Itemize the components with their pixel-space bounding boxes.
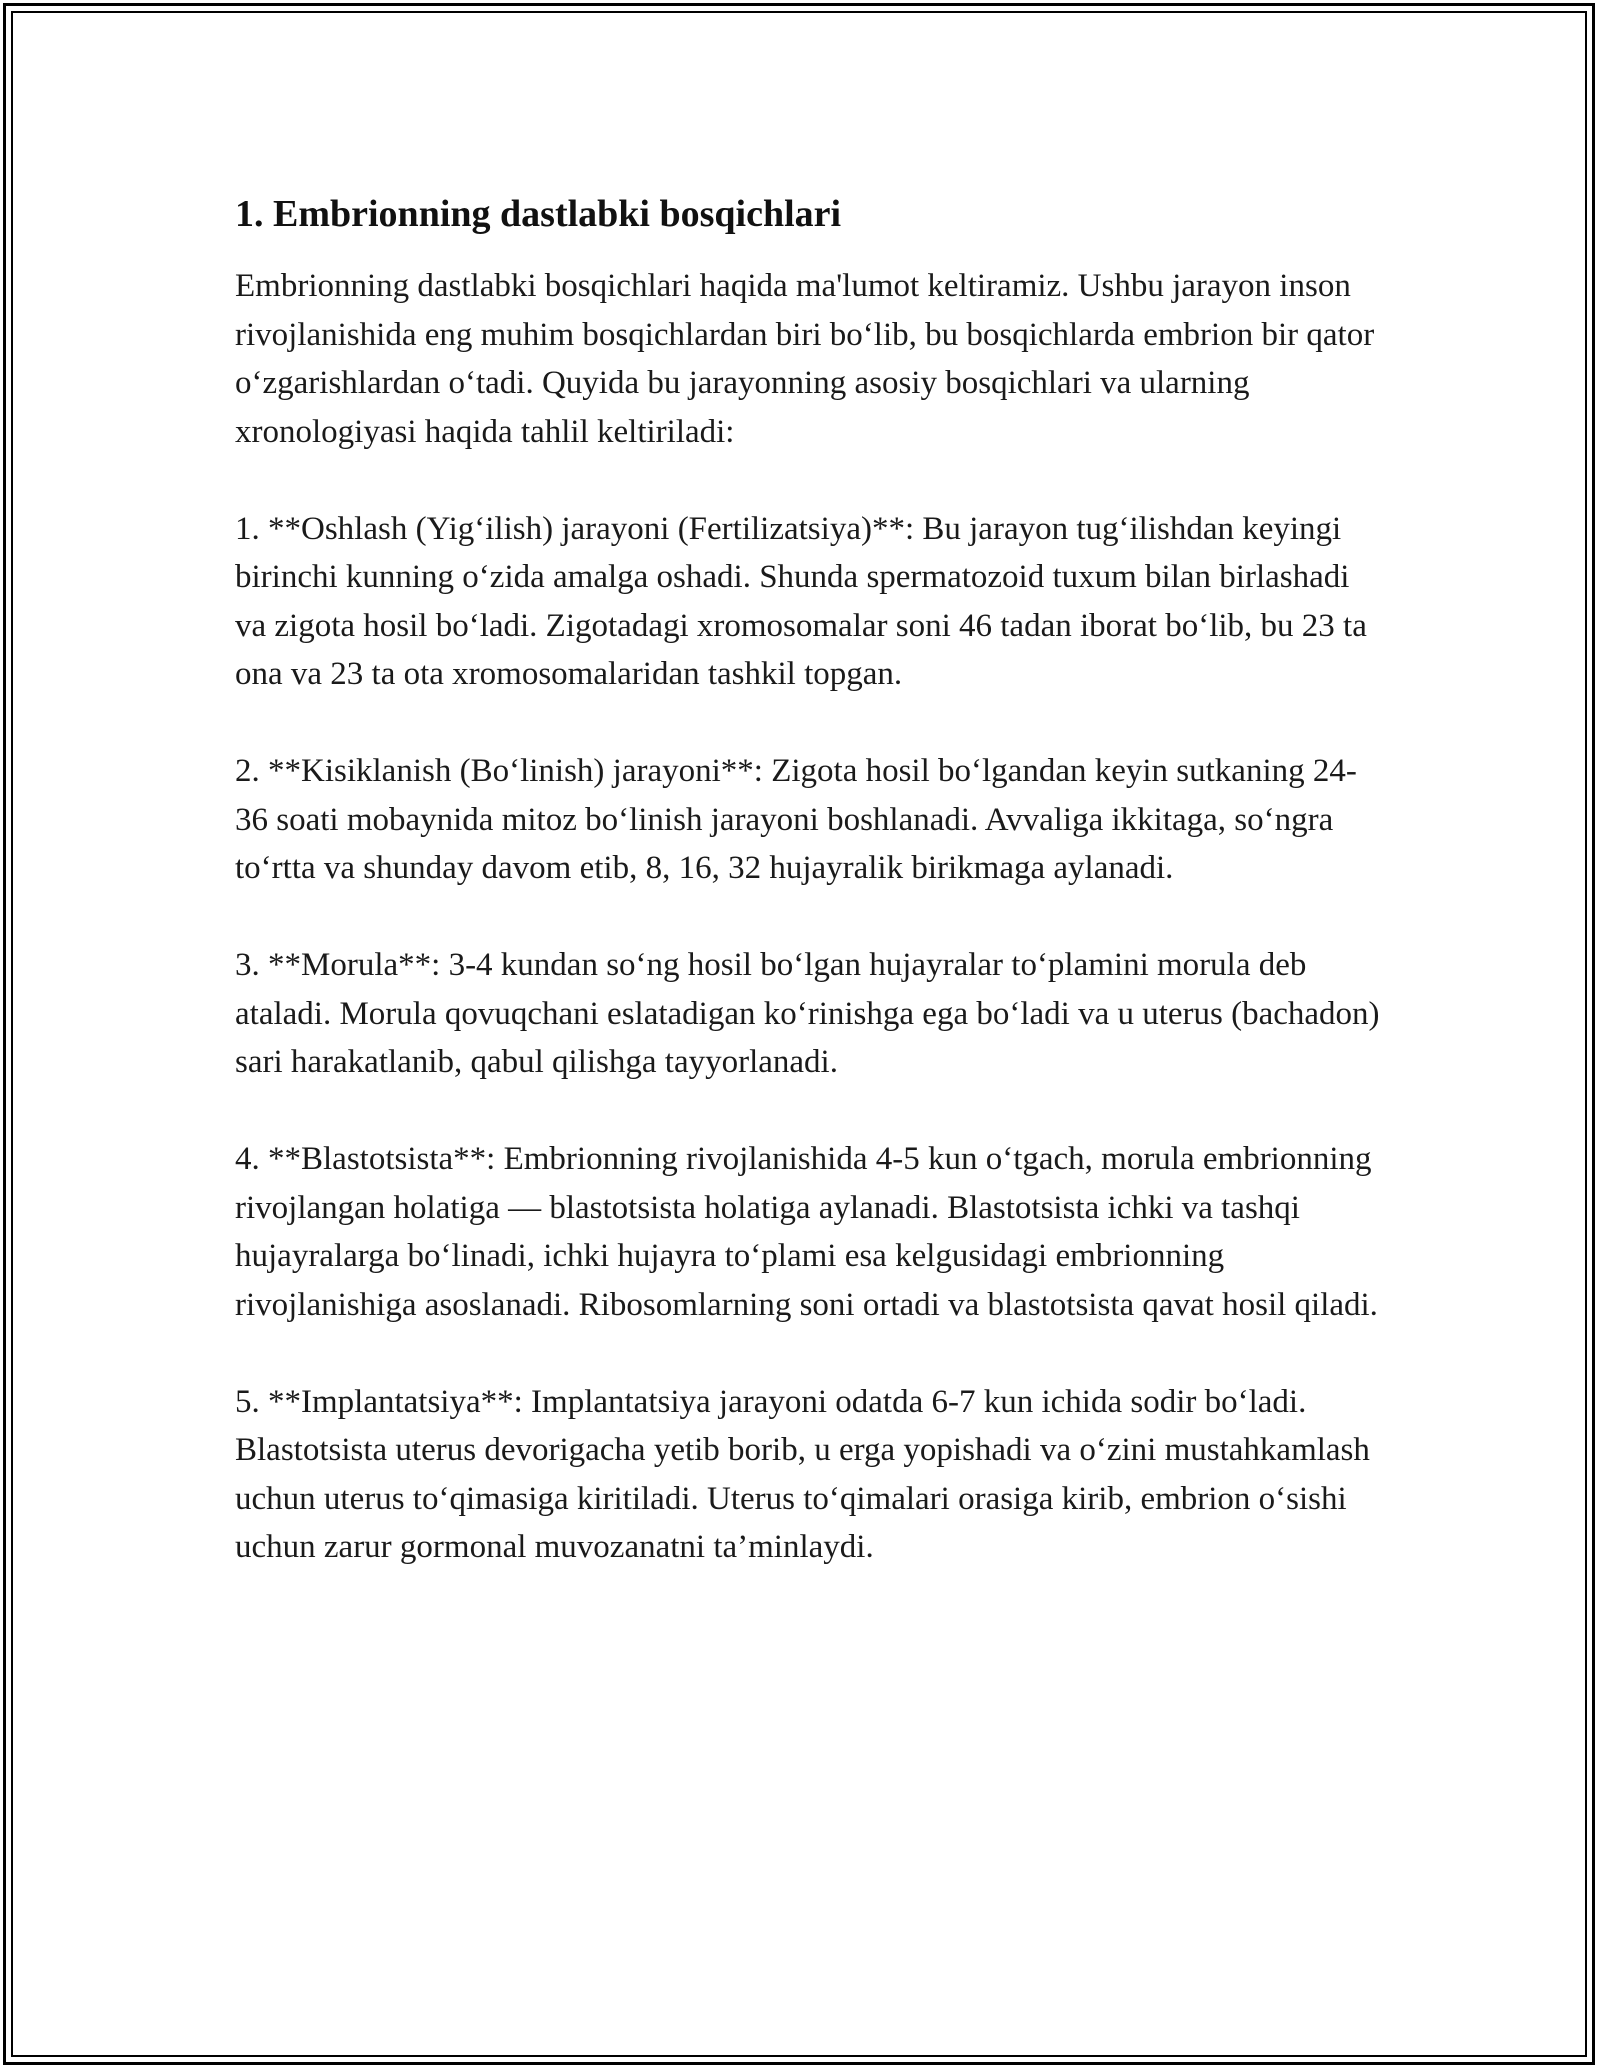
stage-paragraph-fertilization: 1. **Oshlash (Yig‘ilish) jarayoni (Fertilizatsiya)**: Bu jarayon tug‘ilishdan keyingi birinchi kunning o‘zida amalga oshadi. Shunda spermatozoid tuxum bilan birlashadi va zigota hosil bo‘ladi. Zigotadagi xromosomalar soni 46 tadan iborat bo‘lib, bu 23 ta ona va 23 ta ota xromosomalaridan tashkil topgan.: [235, 510, 1367, 692]
section-heading: 1. Embrionning dastlabki bosqichlari: [235, 193, 842, 235]
stage-paragraph-cleavage: 2. **Kisiklanish (Bo‘linish) jarayoni**: Zigota hosil bo‘lgandan keyin sutkaning 24-36 soati mobaynida mitoz bo‘linish jarayoni boshlanadi. Avvaliga ikkitaga, so‘ngra to‘rtta va shunday davom etib, 8, 16, 32 hujayralik birikmaga aylanadi.: [235, 753, 1357, 886]
intro-paragraph: Embrionning dastlabki bosqichlari haqida ma'lumot keltiramiz. Ushbu jarayon inson rivojlanishida eng muhim bosqichlardan biri bo‘lib, bu bosqichlarda embrion bir qator o‘zgarishlardan o‘tadi. Quyida bu jarayonning asosiy bosqichlari va ularning xronologiyasi haqida tahlil keltiriladi:: [235, 268, 1375, 450]
stage-paragraph-implantation: 5. **Implantatsiya**: Implantatsiya jarayoni odatda 6-7 kun ichida sodir bo‘ladi. Blastotsista uterus devorigacha yetib borib, u erga yopishadi va o‘zini mustahkamlash uchun uterus to‘qimasiga kiritiladi. Uterus to‘qimalari orasiga kirib, embrion o‘sishi uchun zarur gormonal muvozanatni ta’minlaydi.: [235, 1383, 1370, 1565]
stage-paragraph-morula: 3. **Morula**: 3-4 kundan so‘ng hosil bo‘lgan hujayralar to‘plamini morula deb ataladi. Morula qovuqchani eslatadigan ko‘rinishga ega bo‘ladi va u uterus (bachadon) sari harakatlanib, qabul qilishga tayyorlanadi.: [235, 947, 1380, 1080]
document-body: [235, 186, 1385, 1620]
stage-paragraph-blastocyst: 4. **Blastotsista**: Embrionning rivojlanishida 4-5 kun o‘tgach, morula embrionning rivojlangan holatiga — blastotsista holatiga aylanadi. Blastotsista ichki va tashqi hujayralarga bo‘linadi, ichki hujayra to‘plami esa kelgusidagi embrionning rivojlanishiga asoslanadi. Ribosomlarning soni ortadi va blastotsista qavat hosil qiladi.: [235, 1141, 1378, 1323]
